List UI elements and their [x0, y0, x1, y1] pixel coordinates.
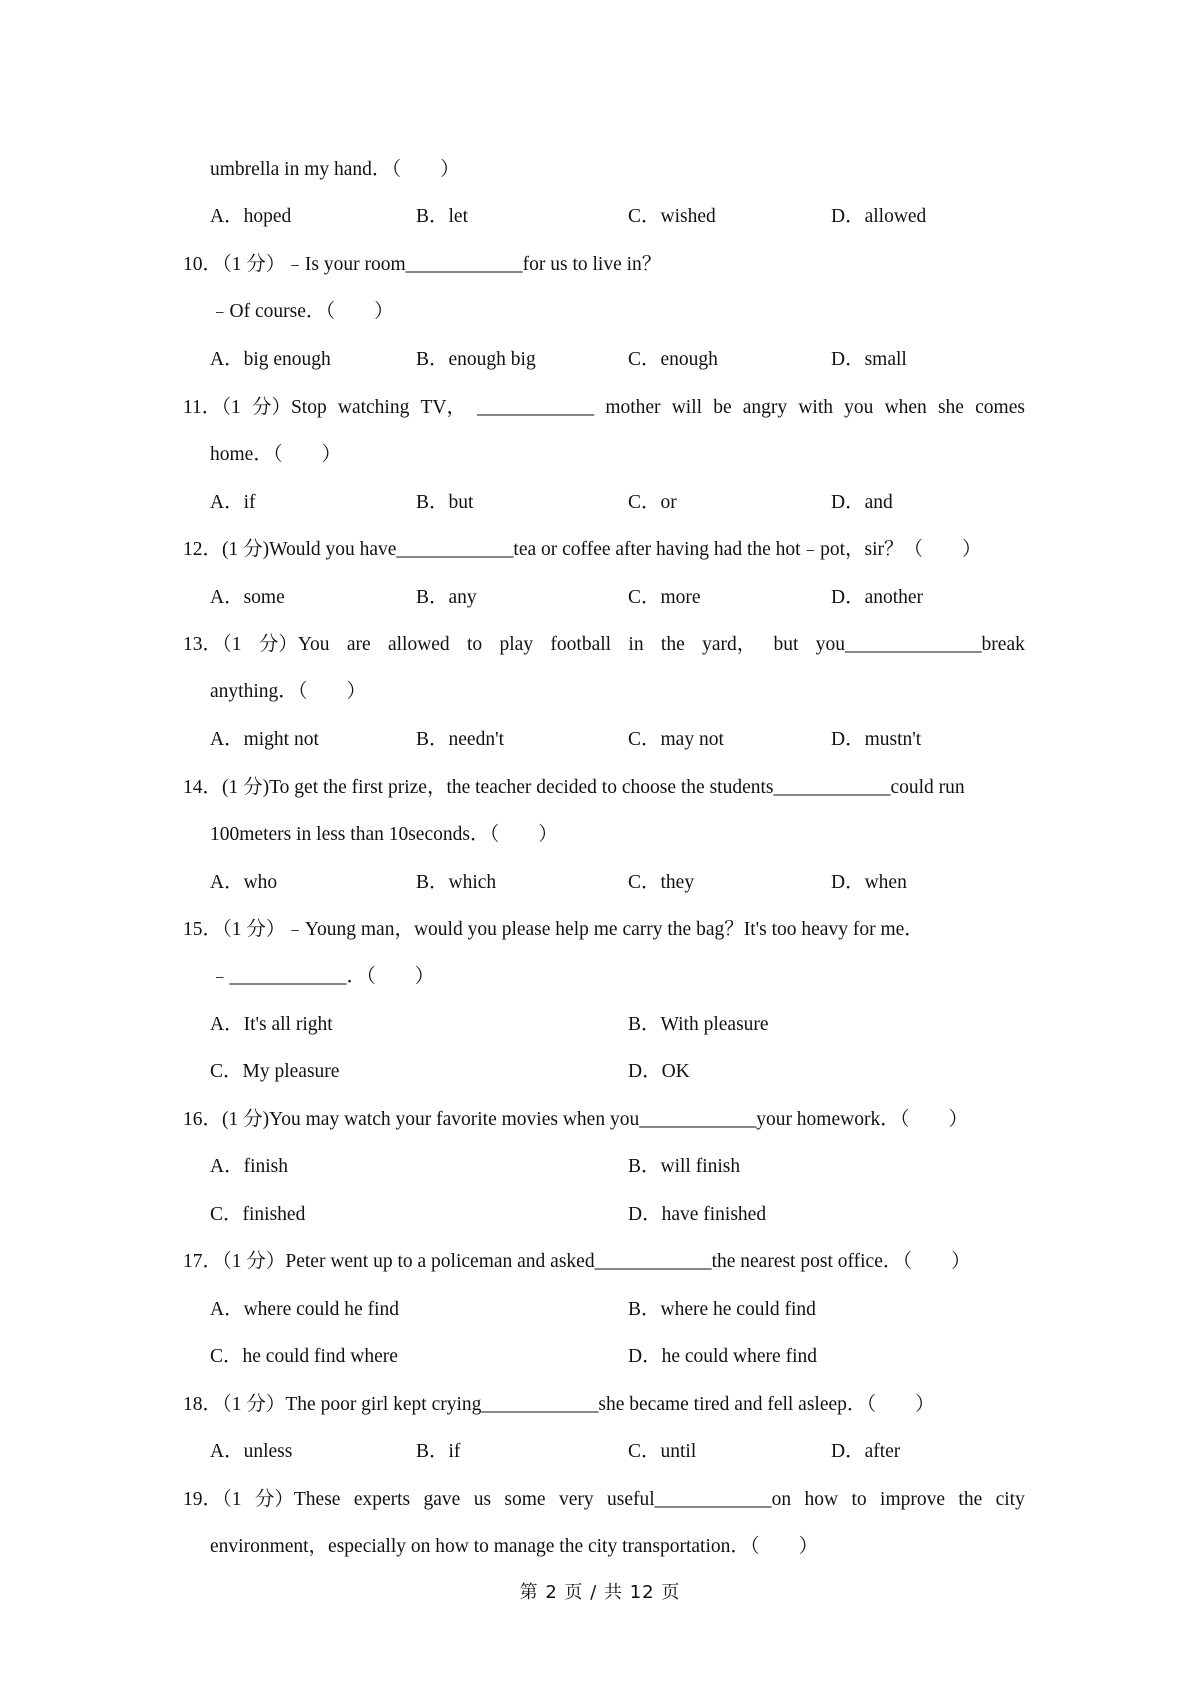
- option-18b: B．if: [416, 1441, 461, 1462]
- option-10d: D．small: [831, 349, 907, 370]
- option-12b: B．any: [416, 587, 477, 608]
- stem-word: 19．（1: [183, 1489, 242, 1510]
- stem-word: improve: [880, 1489, 946, 1510]
- option-18c: C．until: [628, 1441, 697, 1462]
- stem-word: 分）You: [258, 634, 330, 655]
- option-12d: D．another: [831, 587, 924, 608]
- option-9c: C．wished: [628, 206, 716, 227]
- stem-word: very: [558, 1489, 594, 1510]
- option-9b: B．let: [416, 206, 468, 227]
- question-13-continuation: anything．（ ）: [210, 681, 366, 702]
- stem-word: but: [773, 634, 799, 655]
- stem-word: the: [660, 634, 685, 655]
- stem-word: play: [499, 634, 534, 655]
- option-11d: D．and: [831, 492, 893, 513]
- option-15d: D．OK: [628, 1061, 690, 1082]
- stem-word: watching: [337, 397, 410, 418]
- question-13-stem: [183, 633, 1025, 657]
- question-10-reply: ﹣Of course．（ ）: [210, 301, 394, 322]
- option-12a: A．some: [210, 587, 285, 608]
- option-13a: A．might not: [210, 729, 319, 750]
- question-15-stem: 15．（1 分）﹣Young man，would you please help me carry the bag？It's too heavy for me．: [183, 919, 924, 940]
- option-16c: C．finished: [210, 1204, 306, 1225]
- question-15-reply: ﹣____________．（ ）: [210, 966, 435, 987]
- stem-word: mother: [605, 397, 661, 418]
- question-18-stem: 18．（1 分）The poor girl kept crying____________she became tired and fell asleep．（ ）: [183, 1394, 935, 1415]
- stem-word: 分）Stop: [251, 397, 327, 418]
- option-11c: C．or: [628, 492, 677, 513]
- stem-word: useful____________on: [607, 1489, 792, 1510]
- stem-word: us: [473, 1489, 492, 1510]
- option-17a: A．where could he find: [210, 1299, 399, 1320]
- option-16a: A．finish: [210, 1156, 289, 1177]
- option-13c: C．may not: [628, 729, 724, 750]
- question-14-stem: 14．(1 分)To get the first prize，the teacher decided to choose the students____________could run: [183, 777, 965, 798]
- stem-word: you: [844, 397, 874, 418]
- stem-word: be: [713, 397, 732, 418]
- stem-word: TV，: [420, 397, 466, 418]
- question-9-continuation: umbrella in my hand．（ ）: [210, 159, 460, 180]
- stem-word: experts: [353, 1489, 411, 1510]
- option-14c: C．they: [628, 872, 695, 893]
- option-12c: C．more: [628, 587, 701, 608]
- option-10c: C．enough: [628, 349, 718, 370]
- option-11b: B．but: [416, 492, 474, 513]
- option-14a: A．who: [210, 872, 278, 893]
- stem-word: will: [671, 397, 703, 418]
- stem-word: angry: [742, 397, 788, 418]
- question-19-stem: [183, 1488, 1025, 1512]
- option-16d: D．have finished: [628, 1204, 767, 1225]
- stem-word: how: [804, 1489, 839, 1510]
- option-17d: D．he could where find: [628, 1346, 817, 1367]
- option-16b: B．will finish: [628, 1156, 741, 1177]
- stem-word: 分）These: [254, 1489, 341, 1510]
- option-17b: B．where he could find: [628, 1299, 816, 1320]
- stem-word: city: [995, 1489, 1025, 1510]
- stem-word: she: [937, 397, 964, 418]
- stem-word: comes: [975, 397, 1025, 418]
- option-13d: D．mustn't: [831, 729, 922, 750]
- option-18d: D．after: [831, 1441, 901, 1462]
- stem-word: 13．（1: [183, 634, 242, 655]
- option-17c: C．he could find where: [210, 1346, 398, 1367]
- stem-word: 11．（1: [183, 397, 241, 418]
- stem-word: some: [504, 1489, 546, 1510]
- question-11-continuation: home．（ ）: [210, 444, 342, 465]
- stem-word: when: [884, 397, 927, 418]
- stem-word: with: [798, 397, 833, 418]
- stem-word: you______________break: [815, 634, 1025, 655]
- option-15a: A．It's all right: [210, 1014, 333, 1035]
- option-15b: B．With pleasure: [628, 1014, 769, 1035]
- option-14b: B．which: [416, 872, 497, 893]
- option-9d: D．allowed: [831, 206, 927, 227]
- option-10b: B．enough big: [416, 349, 536, 370]
- stem-word: the: [958, 1489, 983, 1510]
- page-number-footer: 第 2 页 / 共 12 页: [519, 1582, 681, 1603]
- option-11a: A．if: [210, 492, 256, 513]
- stem-word: yard，: [702, 634, 757, 655]
- question-12-stem: 12．(1 分)Would you have____________tea or coffee after having had the hot﹣pot，sir？（ ）: [183, 539, 982, 560]
- option-13b: B．needn't: [416, 729, 504, 750]
- stem-word: football: [550, 634, 612, 655]
- option-18a: A．unless: [210, 1441, 293, 1462]
- stem-word: allowed: [387, 634, 450, 655]
- stem-word: to: [851, 1489, 867, 1510]
- stem-word: gave: [423, 1489, 461, 1510]
- stem-word: to: [467, 634, 483, 655]
- option-15c: C．My pleasure: [210, 1061, 340, 1082]
- stem-word: in: [628, 634, 644, 655]
- question-10-stem: 10．（1 分）﹣Is your room____________for us to live in？: [183, 254, 662, 275]
- option-14d: D．when: [831, 872, 907, 893]
- question-14-continuation: 100meters in less than 10seconds．（ ）: [210, 824, 558, 845]
- question-19-continuation: environment，especially on how to manage the city transportation．（ ）: [210, 1536, 819, 1557]
- stem-word: ____________: [477, 397, 595, 418]
- question-16-stem: 16．(1 分)You may watch your favorite movies when you____________your homework．（ ）: [183, 1109, 968, 1130]
- question-11-stem: [183, 396, 1025, 420]
- question-17-stem: 17．（1 分）Peter went up to a policeman and asked____________the nearest post office．（ ）: [183, 1251, 971, 1272]
- option-9a: A．hoped: [210, 206, 292, 227]
- stem-word: are: [346, 634, 371, 655]
- option-10a: A．big enough: [210, 349, 331, 370]
